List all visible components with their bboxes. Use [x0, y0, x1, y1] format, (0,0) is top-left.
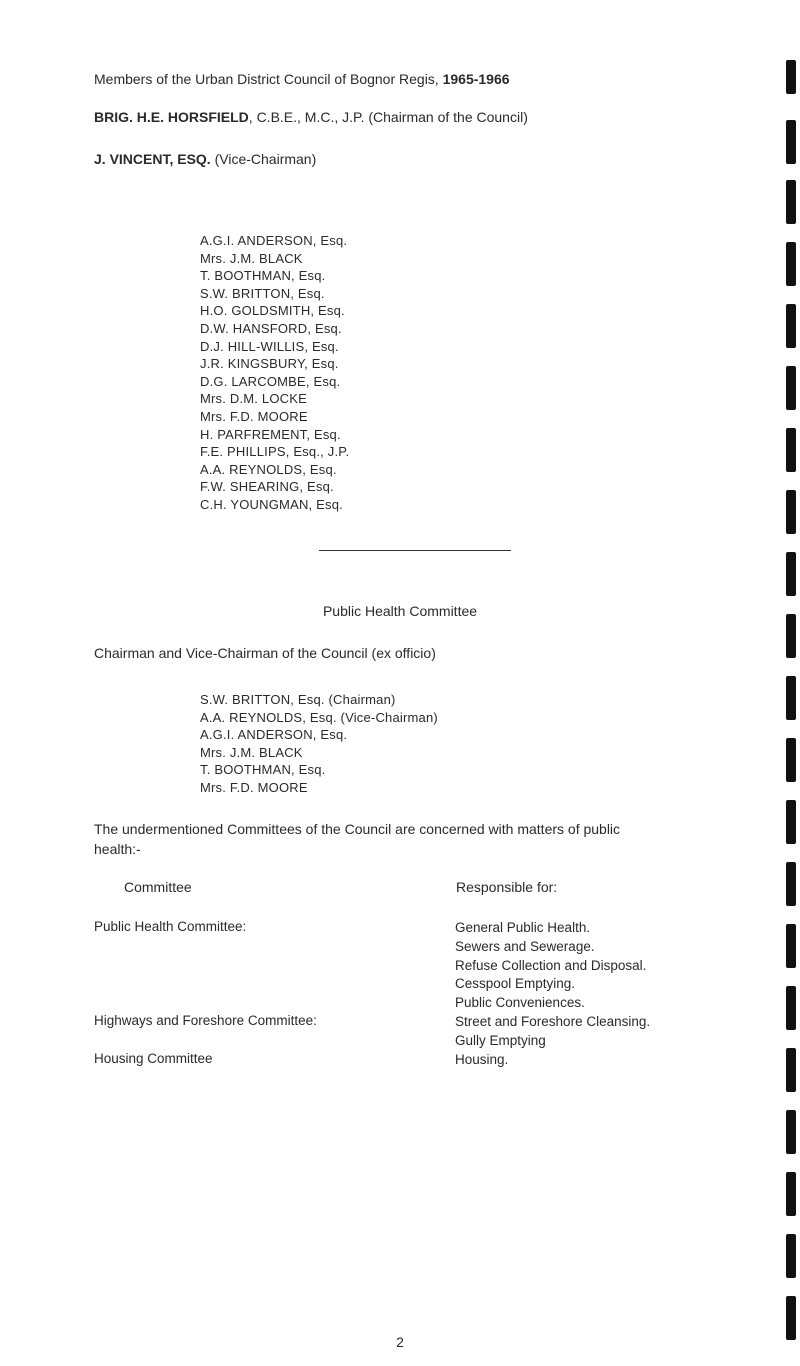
list-item: H. PARFREMENT, Esq. [200, 426, 341, 442]
scan-edge-mark [786, 1172, 796, 1216]
list-item: Sewers and Sewerage. [455, 938, 595, 954]
chairman-name: BRIG. H.E. HORSFIELD [94, 109, 249, 125]
list-item: Mrs. J.M. BLACK [200, 744, 303, 760]
scan-edge-mark [786, 242, 796, 286]
committee-responsibilities [455, 1051, 508, 1070]
list-item: S.W. BRITTON, Esq. [200, 285, 325, 301]
list-item: Street and Foreshore Cleansing. [455, 1014, 651, 1029]
list-item: F.W. SHEARING, Esq. [200, 479, 334, 495]
committee-name: Highways and Foreshore Committee: [94, 1013, 317, 1028]
committee-responsibilities [455, 919, 646, 1013]
scan-edge-mark [786, 862, 796, 906]
list-item: Mrs. D.M. LOCKE [200, 391, 308, 407]
council-vice-chairman [94, 151, 316, 167]
list-item: D.G. LARCOMBE, Esq. [200, 373, 341, 389]
scan-edge-mark [786, 676, 796, 720]
list-item: C.H. YOUNGMAN, Esq. [200, 496, 343, 512]
list-item: S.W. BRITTON, Esq. (Chairman) [200, 692, 396, 707]
list-item: D.W. HANSFORD, Esq. [200, 320, 342, 336]
list-item: H.O. GOLDSMITH, Esq. [200, 303, 345, 319]
scan-edge-mark [786, 1296, 796, 1340]
section-divider [319, 550, 511, 551]
list-item: General Public Health. [455, 920, 591, 935]
list-item: F.E. PHILLIPS, Esq., J.P. [200, 444, 350, 460]
list-item: Mrs. F.D. MOORE [200, 408, 308, 424]
list-item: A.G.I. ANDERSON, Esq. [200, 727, 348, 743]
scan-edge-mark [786, 1234, 796, 1278]
scan-edge-mark [786, 614, 796, 658]
scan-edge-mark [786, 552, 796, 596]
list-item: Mrs. F.D. MOORE [200, 779, 308, 795]
scan-edge-mark [786, 924, 796, 968]
scan-edge-mark [786, 180, 796, 224]
vice-chairman-name: J. VINCENT, ESQ. [94, 151, 211, 167]
scan-edge-mark [786, 986, 796, 1030]
scan-edge-mark [786, 1048, 796, 1092]
list-item: T. BOOTHMAN, Esq. [200, 762, 326, 778]
scan-edge-mark [786, 490, 796, 534]
responsible-column-header: Responsible for: [456, 879, 558, 895]
list-item: D.J. HILL-WILLIS, Esq. [200, 338, 339, 354]
vice-chairman-details: (Vice-Chairman) [210, 151, 317, 167]
list-item: T. BOOTHMAN, Esq. [200, 268, 326, 284]
scan-edge-mark [786, 60, 796, 94]
committees-intro: The undermentioned Committees of the Council are concerned with matters of public health:- [94, 821, 621, 857]
chairman-details: , C.B.E., M.C., J.P. (Chairman of the Council) [248, 109, 528, 125]
members-list [200, 232, 349, 514]
scan-edge-mark [786, 800, 796, 844]
list-item: A.A. REYNOLDS, Esq. [200, 461, 337, 477]
public-health-title: Public Health Committee [322, 603, 478, 619]
page-number: 2 [396, 1334, 404, 1350]
list-item: Gully Emptying [455, 1032, 546, 1048]
title-years: 1965-1966 [442, 71, 510, 87]
council-chairman [94, 109, 528, 125]
public-health-subtitle: Chairman and Vice-Chairman of the Council (ex officio) [94, 645, 436, 661]
committee-responsibilities [455, 1013, 650, 1051]
scan-edge-mark [786, 1110, 796, 1154]
list-item: Mrs. J.M. BLACK [200, 250, 303, 266]
public-health-members [200, 691, 438, 797]
scan-edge-mark [786, 428, 796, 472]
committee-column-header: Committee [124, 879, 192, 895]
list-item: Housing. [455, 1052, 509, 1067]
list-item: J.R. KINGSBURY, Esq. [200, 356, 339, 372]
document-title [94, 71, 510, 87]
list-item: A.G.I. ANDERSON, Esq. [200, 233, 348, 248]
list-item: Cesspool Emptying. [455, 976, 576, 992]
list-item: A.A. REYNOLDS, Esq. (Vice-Chairman) [200, 709, 438, 725]
list-item: Public Conveniences. [455, 995, 585, 1011]
scan-edge-mark [786, 304, 796, 348]
committee-name: Public Health Committee: [94, 919, 247, 934]
title-text: Members of the Urban District Council of Bognor Regis, [94, 71, 443, 87]
scan-edge-mark [786, 738, 796, 782]
list-item: Refuse Collection and Disposal. [455, 957, 647, 973]
scan-edge-mark [786, 366, 796, 410]
scan-edge-mark [786, 120, 796, 164]
committee-name: Housing Committee [94, 1051, 213, 1066]
